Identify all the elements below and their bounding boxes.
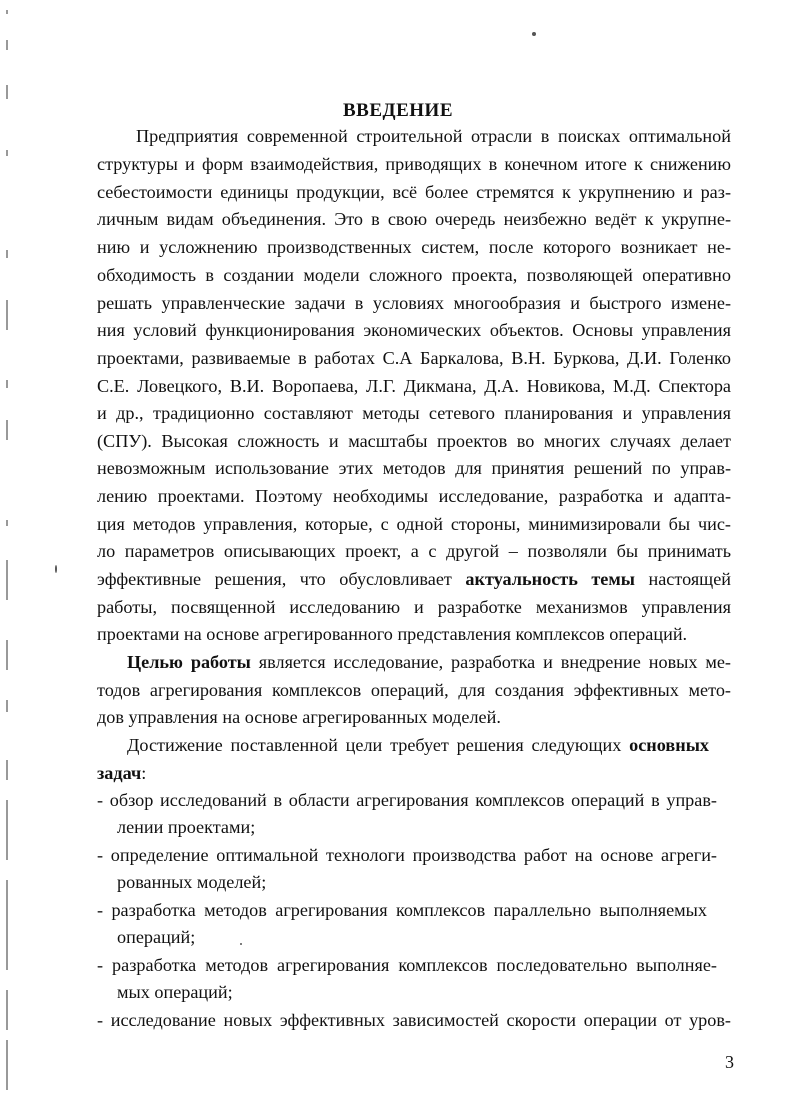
text-line [97, 567, 731, 591]
page-number: 3 [725, 1052, 734, 1072]
text-run: настоящей [648, 569, 731, 589]
emphasis-main: основных [629, 735, 709, 755]
list-item-continuation: мых операций; [117, 982, 233, 1002]
text-line: нию и усложнению производственных систем, после которого возникает не- [97, 237, 731, 257]
text-line [127, 650, 731, 674]
text-line: ния условий функционирования экономических объектов. Основы управления [97, 320, 731, 340]
emphasis-tasks: задач [97, 763, 142, 783]
text-line: невозможным использование этих методов для принятия решений по управ- [97, 458, 731, 478]
text-line: С.Е. Ловецкого, В.И. Воропаева, Л.Г. Дикмана, Д.А. Новикова, М.Д. Спектора [97, 376, 731, 396]
text-run: является исследование, разработка и внедрение новых ме- [258, 652, 731, 672]
text-line: решать управленческие задачи в условиях многообразия и быстрого измене- [97, 293, 731, 313]
text-line: ло параметров описывающих проект, а с другой – позволяли бы принимать [97, 541, 731, 561]
text-run: Достижение поставленной цели требует решения следующих [127, 735, 622, 755]
text-line: Предприятия современной строительной отрасли в поисках оптимальной [136, 126, 731, 146]
list-item-continuation: рованных моделей; [117, 872, 267, 892]
list-item-continuation: лении проектами; [117, 817, 256, 837]
list-item: - разработка методов агрегирования комплексов параллельно выполняемых [97, 900, 707, 920]
text-line: дов управления на основе агрегированных моделей. [97, 707, 501, 727]
list-item: - разработка методов агрегирования комплексов последовательно выполняе- [97, 955, 717, 975]
text-line: (СПУ). Высокая сложность и масштабы проектов во многих случаях делает [97, 431, 731, 451]
text-run: эффективные решения, что обусловливает [97, 569, 452, 589]
text-line: личным видам объединения. Это в свою очередь неизбежно ведёт к укрупне- [97, 209, 731, 229]
text-run: : [141, 763, 147, 783]
list-item: - исследование новых эффективных зависимостей скорости операции от уров- [97, 1010, 731, 1030]
scan-speck [532, 32, 536, 36]
text-line [127, 733, 709, 757]
list-item: - определение оптимальной технологи производства работ на основе агреги- [97, 845, 717, 865]
list-item: - обзор исследований в области агрегирования комплексов операций в управ- [97, 790, 717, 810]
text-line: структуры и форм взаимодействия, приводящих в конечном итоге к снижению [97, 154, 731, 174]
text-line: работы, посвященной исследованию и разработке механизмов управления [97, 597, 731, 617]
text-line: проектами на основе агрегированного представления комплексов операций. [97, 624, 688, 644]
scan-speck [55, 565, 57, 573]
text-line: ция методов управления, которые, с одной стороны, минимизировали бы чис- [97, 514, 731, 534]
page-heading: ВВЕДЕНИЕ [343, 100, 453, 121]
list-item-continuation: операций; [117, 927, 196, 947]
text-line [97, 761, 146, 785]
text-line: тодов агрегирования комплексов операций, для создания эффективных мето- [97, 680, 731, 700]
text-line: и др., традиционно составляют методы сетевого планирования и управления [97, 403, 731, 423]
text-line: проектами, развиваемые в работах С.А Баркалова, В.Н. Буркова, Д.И. Голенко [97, 348, 731, 368]
text-line: себестоимости единицы продукции, всё более стремятся к укрупнению и раз- [97, 182, 731, 202]
scan-margin-marks [4, 0, 10, 1106]
emphasis-goal: Целью работы [127, 652, 251, 672]
text-line: лению проектами. Поэтому необходимы исследование, разработка и адапта- [97, 486, 731, 506]
scan-speck [240, 943, 242, 945]
text-line: обходимость в создании модели сложного проекта, позволяющей оперативно [97, 265, 731, 285]
emphasis-actuality: актуальность темы [465, 569, 635, 589]
